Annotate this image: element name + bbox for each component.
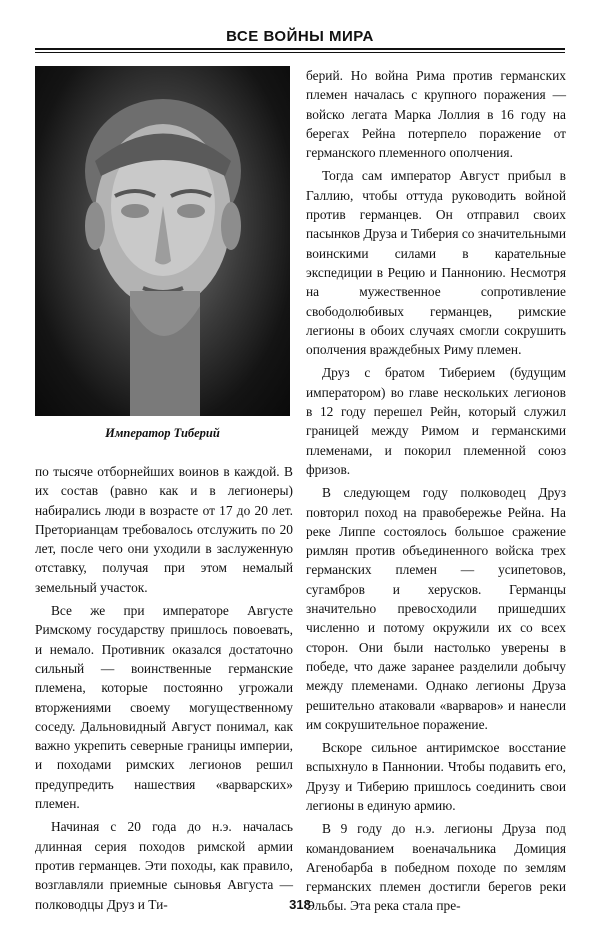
paragraph: по тысяче отборнейших воинов в каждой. В их состав (равно как и в легионеры) набирались люди в возрасте от 17 до 20 лет. Преторианцам требовалось отслужить по 20 лет, после чего они уходили в заслуженную отставку, получая при этом немалый земельный участок. (35, 464, 293, 595)
paragraph: Все же при императоре Августе Римскому государству пришлось повоевать, и немало. Противник оказался достаточно сильный — воинственные германские племена, которые постоянно угрожали вторжениями своему могущественному соседу. Дальновидный Август понимал, как важно укрепить северные границы империи, и походами римских легионов решил предупредить нашествия «варварских» племен. (35, 603, 293, 812)
header-rule (35, 48, 565, 50)
figure-caption: Император Тиберий (105, 426, 220, 440)
running-header: ВСЕ ВОЙНЫ МИРА (226, 28, 374, 45)
left-column (35, 462, 293, 918)
paragraph: Начиная с 20 года до н.э. началась длинная серия походов римской армии против германцев. Эти походы, как правило, возглавляли приемные сыновья Августа — полководцы Друз и Ти- (35, 819, 293, 912)
paragraph: Вскоре сильное антиримское восстание вспыхнуло в Паннонии. Чтобы подавить его, Друзу и Тиберию пришлось соединить свои легионы в единую армию. (306, 740, 566, 813)
bust-illustration (35, 66, 290, 416)
bust-photo (35, 66, 290, 416)
paragraph: берий. Но война Рима против германских племен началась с крупного поражения — войско легата Марка Лоллия в 16 году на берегах Рейна потерпело поражение от германского племенного ополчения. (306, 68, 566, 161)
paragraph: Тогда сам император Август прибыл в Галлию, чтобы оттуда руководить войной против германцев. Он отправил своих пасынков Друза и Тиберия со значительными воинскими силами в карательные экспедиции в Рецию и Паннонию. Несмотря на мужественное сопротивление свободолюбивых германцев, римские легионы в обоих случаях смогли сокрушить ополчения враждебных Риму племен. (306, 168, 566, 358)
paragraph: В 9 году до н.э. легионы Друза под командованием военачальника Домиция Агенобарба в победном походе по землям германских племен достигли берегов реки Эльбы. Эта река стала пре- (306, 821, 566, 914)
paragraph: В следующем году полководец Друз повторил поход на правобережье Рейна. На реке Липпе состоялось большое сражение римлян против объединенного войска трех германских племен — усипетовов, сугамбров и херусков. Германцы значительно превосходили пришедших численно и потому окружили их со всех сторон. Они были настолько уверены в победе, что даже заранее разделили добычу между племенами. Однако легионы Друза решительно атаковали «варваров» и нанесли им сокрушительное поражение. (306, 485, 566, 732)
header-rule-thin (35, 52, 565, 53)
paragraph: Друз с братом Тиберием (будущим императором) во главе нескольких легионов в 12 году перешел Рейн, который служил границей между Римом и германскими племенами, и покорил племенной союз фризов. (306, 365, 566, 477)
right-column (306, 66, 566, 920)
page-number: 318 (289, 897, 311, 912)
